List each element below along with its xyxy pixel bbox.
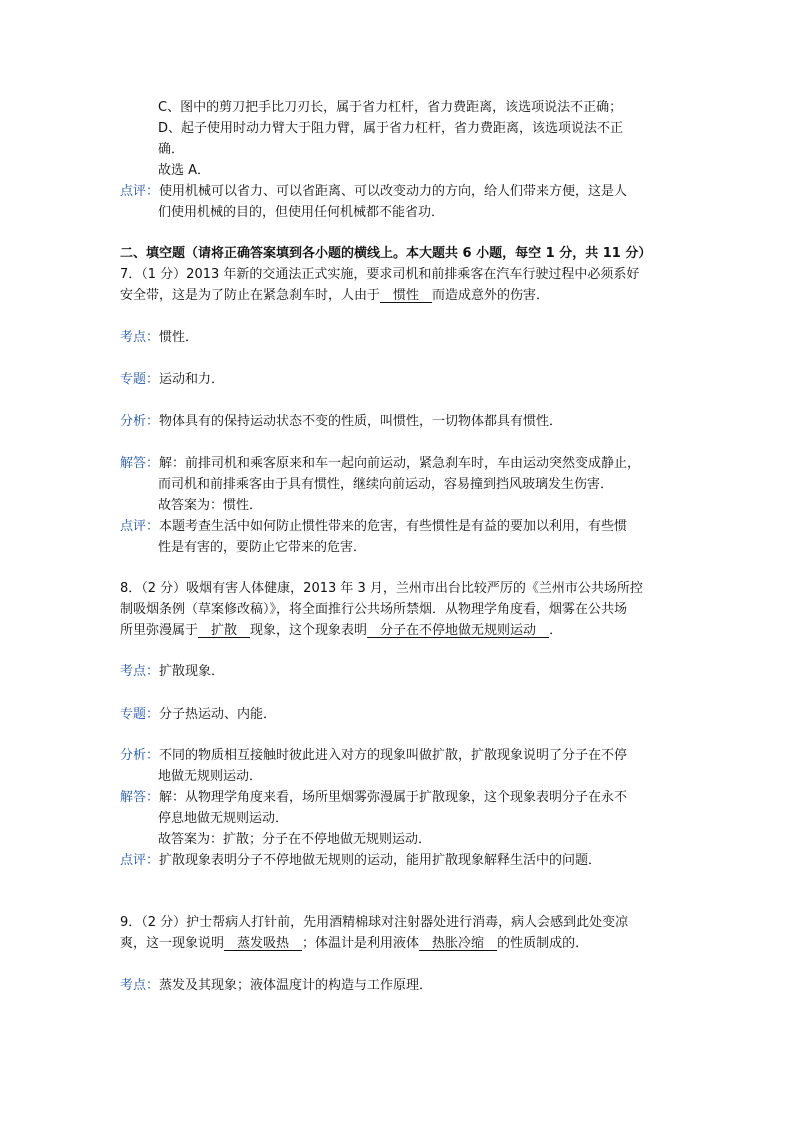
q8-pingping-row	[120, 851, 601, 871]
q7-jieda-cont: 而司机和前排乘客由于具有惯性，继续向前运动，容易撞到挡风玻璃发生伤害．	[158, 477, 614, 492]
fenxi-text: 不同的物质相互接触时彼此进入对方的现象叫做扩散，扩散现象说明了分子在不停	[159, 748, 628, 763]
fenxi-label: 分析：	[120, 414, 160, 429]
comment-text-cont: 们使用机械的目的，但使用任何机械都不能省功．	[158, 205, 445, 220]
q8-fenxi-cont: 地做无规则运动．	[158, 769, 263, 784]
q8-text: 所里弥漫属于	[120, 623, 199, 638]
q8-jieda-answer: 故答案为：扩散；分子在不停地做无规则运动．	[158, 832, 432, 847]
q7-jieda-answer: 故答案为：惯性．	[158, 498, 263, 513]
q9-stem-cont	[120, 934, 588, 954]
zhuanti-text: 运动和力．	[159, 372, 225, 387]
comment-text: 使用机械可以省力、可以省距离、可以改变动力的方向，给人们带来方便，这是人	[159, 184, 628, 199]
q9-stem: 9．（2 分）护士帮病人打针前，先用酒精棉球对注射器处进行消毒，病人会感到此处变凉	[120, 915, 629, 930]
q8-stem-cont: 制吸烟条例（草案修改稿）》，将全面推行公共场所禁烟．从物理学角度看，烟雾在公共场	[120, 602, 628, 617]
q7-jieda-row	[120, 454, 640, 474]
q7-zhuanti-row	[120, 370, 224, 390]
q7-answer-blank: 惯性	[380, 288, 433, 303]
fenxi-text: 物体具有的保持运动状态不变的性质，叫惯性，一切物体都具有惯性．	[159, 414, 563, 429]
q7-text-end: 而造成意外的伤害．	[432, 288, 550, 303]
q7-kaodian-row	[120, 328, 198, 348]
option-d-text: D、起子使用时动力臂大于阻力臂，属于省力杠杆，省力费距离，该选项说法不正	[158, 121, 624, 136]
q8-jieda-cont: 停息地做无规则运动．	[158, 811, 289, 826]
zhuanti-label: 专题：	[120, 707, 160, 722]
q8-stem-cont2	[120, 621, 562, 641]
q9-kaodian-row	[120, 976, 432, 996]
jieda-label: 解答：	[120, 790, 160, 805]
zhuanti-text: 分子热运动、内能．	[159, 707, 277, 722]
option-c-text: C、图中的剪刀把手比刀刃长，属于省力杠杆，省力费距离，该选项说法不正确；	[158, 100, 623, 115]
kaodian-label: 考点：	[120, 664, 160, 679]
q9-answer-blank-1: 蒸发吸热	[224, 936, 303, 951]
q8-fenxi-row	[120, 746, 627, 766]
q7-fenxi-row	[120, 412, 562, 432]
q8-kaodian-row	[120, 662, 224, 682]
kaodian-text: 惯性．	[159, 330, 199, 345]
q8-answer-blank-1: 扩散	[198, 623, 251, 638]
option-d-text-cont: 确．	[158, 142, 185, 157]
q8-text-end: ．	[549, 623, 563, 638]
q9-text-end: 的性质制成的．	[497, 936, 589, 951]
q7-pingping-cont: 性是有害的，要防止它带来的危害．	[158, 540, 367, 555]
fenxi-label: 分析：	[120, 748, 160, 763]
jieda-text: 解：从物理学角度来看，场所里烟雾弥漫属于扩散现象，这个现象表明分子在永不	[159, 790, 628, 805]
pingping-label: 点评：	[120, 519, 160, 534]
q7-text: 安全带，这是为了防止在紧急刹车时，人由于	[120, 288, 381, 303]
jieda-label: 解答：	[120, 456, 160, 471]
q8-text-mid: 现象，这个现象表明	[250, 623, 368, 638]
q8-zhuanti-row	[120, 705, 276, 725]
kaodian-text: 扩散现象．	[159, 664, 225, 679]
q8-answer-blank-2: 分子在不停地做无规则运动	[367, 623, 550, 638]
comment-row	[120, 182, 627, 202]
kaodian-text: 蒸发及其现象；液体温度计的构造与工作原理．	[159, 978, 433, 993]
zhuanti-label: 专题：	[120, 372, 160, 387]
jieda-text: 解：前排司机和乘客原来和车一起向前运动，紧急刹车时，车由运动突然变成静止，	[159, 456, 641, 471]
q7-pingping-row	[120, 517, 627, 537]
q8-jieda-row	[120, 788, 627, 808]
pingping-label: 点评：	[120, 853, 160, 868]
section-title: 二、填空题（请将正确答案填到各小题的横线上。本大题共 6 小题，每空 1 分，共 11 分）	[120, 246, 652, 261]
kaodian-label: 考点：	[120, 330, 160, 345]
q9-text-mid: ；体温计是利用液体	[302, 936, 420, 951]
q7-stem: 7．（1 分）2013 年新的交通法正式实施，要求司机和前排乘客在汽车行驶过程中必须系好	[120, 267, 640, 282]
q8-stem: 8．（2 分）吸烟有害人体健康，2013 年 3 月，兰州市出台比较严厉的《兰州市公共场所控	[120, 581, 643, 596]
pingping-text: 本题考查生活中如何防止惯性带来的危害，有些惯性是有益的要加以利用，有些惯	[159, 519, 628, 534]
q7-stem-cont	[120, 286, 549, 306]
choose-answer: 故选 A．	[158, 163, 211, 178]
q9-text: 爽，这一现象说明	[120, 936, 225, 951]
pingping-text: 扩散现象表明分子不停地做无规则的运动，能用扩散现象解释生活中的问题．	[159, 853, 602, 868]
q9-answer-blank-2: 热胀冷缩	[419, 936, 498, 951]
comment-label: 点评：	[120, 184, 160, 199]
kaodian-label: 考点：	[120, 978, 160, 993]
